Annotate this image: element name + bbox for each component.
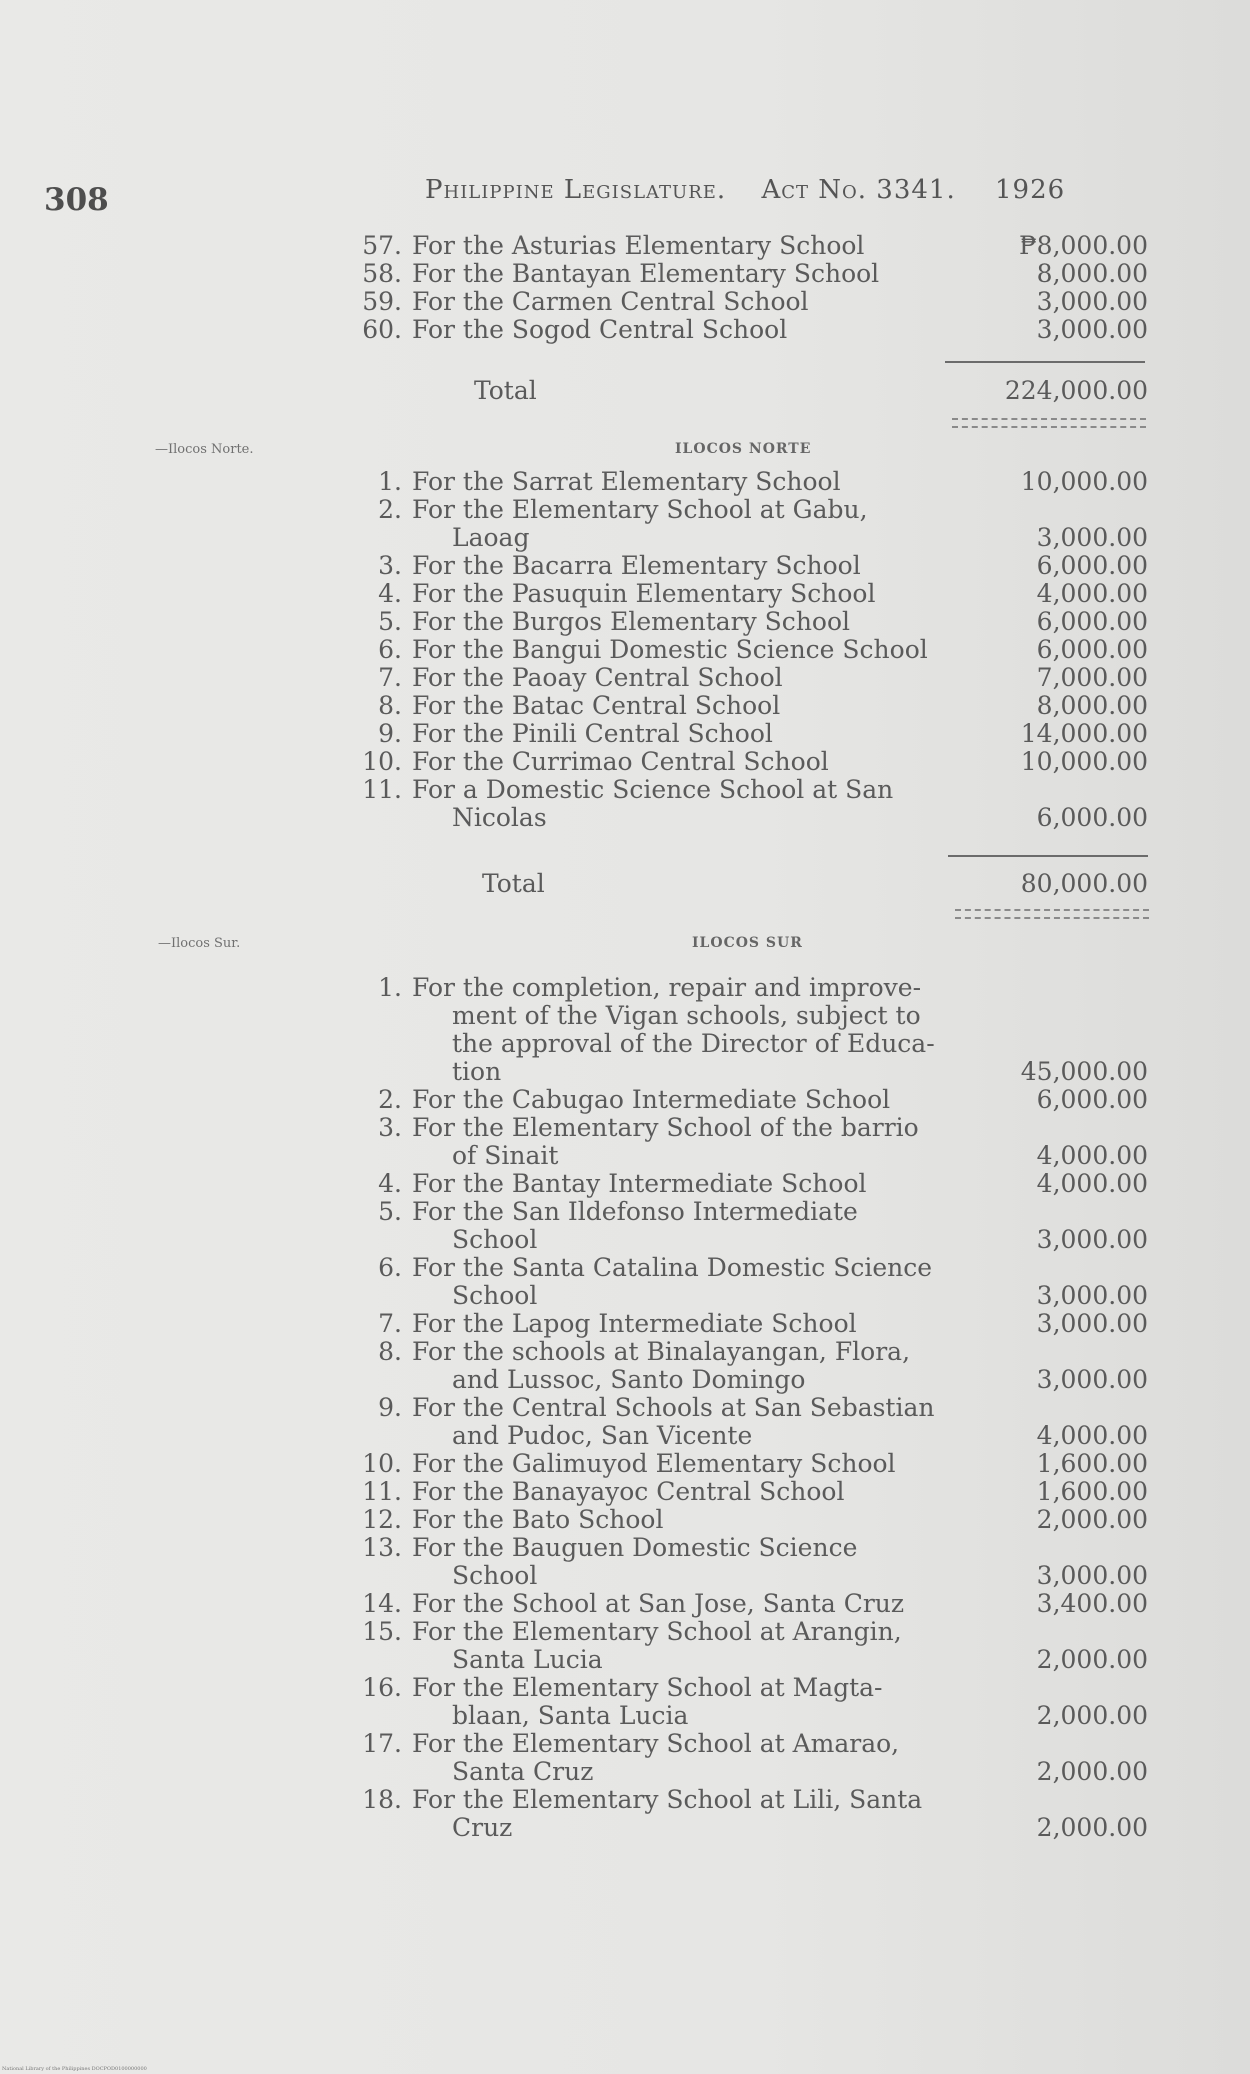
item-text: Laoag [452,523,530,552]
total-amount: 80,000.00 [1020,869,1148,898]
subtotal-rule [948,855,1148,857]
item-text: For the Asturias Elementary School [412,231,865,260]
item-number: 1. [378,467,402,496]
item-text: For the Bato School [412,1505,664,1534]
item-amount: 4,000.00 [1036,579,1148,608]
item-amount: 6,000.00 [1036,635,1148,664]
item-number: 6. [378,1253,402,1282]
item-text: For the Batac Central School [412,691,781,720]
item-amount: 1,600.00 [1036,1477,1148,1506]
item-number: 3. [378,1113,402,1142]
item-amount: 6,000.00 [1036,803,1148,832]
item-text: Cruz [452,1813,513,1842]
item-number: 14. [362,1589,402,1618]
item-text: For the completion, repair and improve- [412,973,922,1002]
item-amount: 2,000.00 [1036,1645,1148,1674]
item-text: of Sinait [452,1141,559,1170]
item-text: For the Bacarra Elementary School [412,551,861,580]
item-text: For the Bauguen Domestic Science [412,1533,858,1562]
item-amount: 1,600.00 [1036,1449,1148,1478]
header-title: Philippine Legislature. [425,175,727,205]
item-amount: 7,000.00 [1036,663,1148,692]
item-amount: 14,000.00 [1020,719,1148,748]
item-amount: 2,000.00 [1036,1757,1148,1786]
item-number: 10. [362,1449,402,1478]
item-text: For the Banayayoc Central School [412,1477,845,1506]
scan-footer: National Library of the Philippines DOCPOD0100000000 [2,2066,147,2072]
item-amount: 3,000.00 [1036,1281,1148,1310]
item-number: 15. [362,1617,402,1646]
item-amount: 3,000.00 [1036,523,1148,552]
item-text: Nicolas [452,803,547,832]
item-text: For the San Ildefonso Intermediate [412,1197,858,1226]
total-double-rule [952,418,1146,428]
item-amount: 3,000.00 [1036,315,1148,344]
subtotal-rule [945,361,1145,363]
item-number: 12. [362,1505,402,1534]
item-text: blaan, Santa Lucia [452,1701,689,1730]
item-amount: 3,000.00 [1036,1225,1148,1254]
item-text: For the Pinili Central School [412,719,773,748]
item-number: 16. [362,1673,402,1702]
item-text: and Pudoc, San Vicente [452,1421,753,1450]
item-number: 8. [378,691,402,720]
header-year: 1926 [995,175,1066,205]
item-text: For the Galimuyod Elementary School [412,1449,896,1478]
item-number: 5. [378,1197,402,1226]
item-amount: 3,000.00 [1036,1561,1148,1590]
margin-note-ilocos-sur: —Ilocos Sur. [158,936,241,951]
item-number: 11. [362,1477,402,1506]
item-text: For the Elementary School of the barrio [412,1113,919,1142]
item-number: 13. [362,1533,402,1562]
item-text: For the Lapog Intermediate School [412,1309,857,1338]
item-number: 58. [362,259,402,288]
item-number: 57. [362,231,402,260]
section-title-ilocos-sur: ILOCOS SUR [692,935,803,951]
item-amount: 6,000.00 [1036,607,1148,636]
item-text: For the Elementary School at Amarao, [412,1729,900,1758]
item-amount: 3,000.00 [1036,1309,1148,1338]
item-amount: 3,000.00 [1036,1365,1148,1394]
item-amount: 8,000.00 [1036,691,1148,720]
item-number: 9. [378,1393,402,1422]
item-text: Santa Cruz [452,1757,594,1786]
item-text: School [452,1225,538,1254]
item-number: 8. [378,1337,402,1366]
item-text: For the Paoay Central School [412,663,783,692]
header-act: Act No. 3341. [761,175,956,205]
item-number: 2. [378,1085,402,1114]
item-number: 11. [362,775,402,804]
item-number: 4. [378,579,402,608]
page-number: 308 [44,182,109,218]
item-amount: 6,000.00 [1036,551,1148,580]
item-number: 9. [378,719,402,748]
item-text: For the Bangui Domestic Science School [412,635,928,664]
item-text: tion [452,1057,502,1086]
item-amount: 6,000.00 [1036,1085,1148,1114]
item-amount: 4,000.00 [1036,1421,1148,1450]
item-text: School [452,1561,538,1590]
item-number: 60. [362,315,402,344]
item-amount: 10,000.00 [1020,467,1148,496]
item-text: For the Bantay Intermediate School [412,1169,867,1198]
item-amount: 10,000.00 [1020,747,1148,776]
item-text: For a Domestic Science School at San [412,775,894,804]
item-text: the approval of the Director of Educa- [452,1029,935,1058]
item-amount: 3,400.00 [1036,1589,1148,1618]
item-number: 10. [362,747,402,776]
item-text: For the Burgos Elementary School [412,607,851,636]
item-text: For the Bantayan Elementary School [412,259,880,288]
item-text: For the Central Schools at San Sebastian [412,1393,935,1422]
item-number: 5. [378,607,402,636]
running-header [425,175,1065,205]
item-number: 6. [378,635,402,664]
item-text: For the Cabugao Intermediate School [412,1085,891,1114]
item-text: Santa Lucia [452,1645,603,1674]
item-text: For the Pasuquin Elementary School [412,579,876,608]
item-text: For the Elementary School at Magta- [412,1673,883,1702]
item-text: and Lussoc, Santo Domingo [452,1365,806,1394]
item-number: 2. [378,495,402,524]
item-text: School [452,1281,538,1310]
section-title-ilocos-norte: ILOCOS NORTE [675,441,812,457]
total-label: Total [482,869,545,898]
item-text: For the Elementary School at Lili, Santa [412,1785,923,1814]
item-text: For the Sogod Central School [412,315,788,344]
item-text: For the Sarrat Elementary School [412,467,841,496]
total-label: Total [474,376,537,405]
item-amount: 3,000.00 [1036,287,1148,316]
item-number: 7. [378,663,402,692]
item-text: For the Currimao Central School [412,747,829,776]
item-number: 1. [378,973,402,1002]
item-text: For the Santa Catalina Domestic Science [412,1253,933,1282]
item-text: For the Elementary School at Gabu, [412,495,868,524]
item-text: For the School at San Jose, Santa Cruz [412,1589,905,1618]
item-number: 59. [362,287,402,316]
total-amount: 224,000.00 [1004,376,1148,405]
margin-note-ilocos-norte: —Ilocos Norte. [155,442,254,457]
item-amount: 2,000.00 [1036,1813,1148,1842]
item-amount: 2,000.00 [1036,1505,1148,1534]
item-text: For the Elementary School at Arangin, [412,1617,902,1646]
item-text: For the Carmen Central School [412,287,809,316]
total-double-rule [955,909,1149,919]
item-number: 7. [378,1309,402,1338]
item-number: 17. [362,1729,402,1758]
item-number: 4. [378,1169,402,1198]
item-amount: 8,000.00 [1036,259,1148,288]
item-amount: 45,000.00 [1020,1057,1148,1086]
item-amount: ₱8,000.00 [1019,231,1148,260]
item-amount: 2,000.00 [1036,1701,1148,1730]
item-number: 3. [378,551,402,580]
item-amount: 4,000.00 [1036,1169,1148,1198]
item-text: For the schools at Binalayangan, Flora, [412,1337,911,1366]
item-number: 18. [362,1785,402,1814]
item-amount: 4,000.00 [1036,1141,1148,1170]
item-text: ment of the Vigan schools, subject to [452,1001,921,1030]
